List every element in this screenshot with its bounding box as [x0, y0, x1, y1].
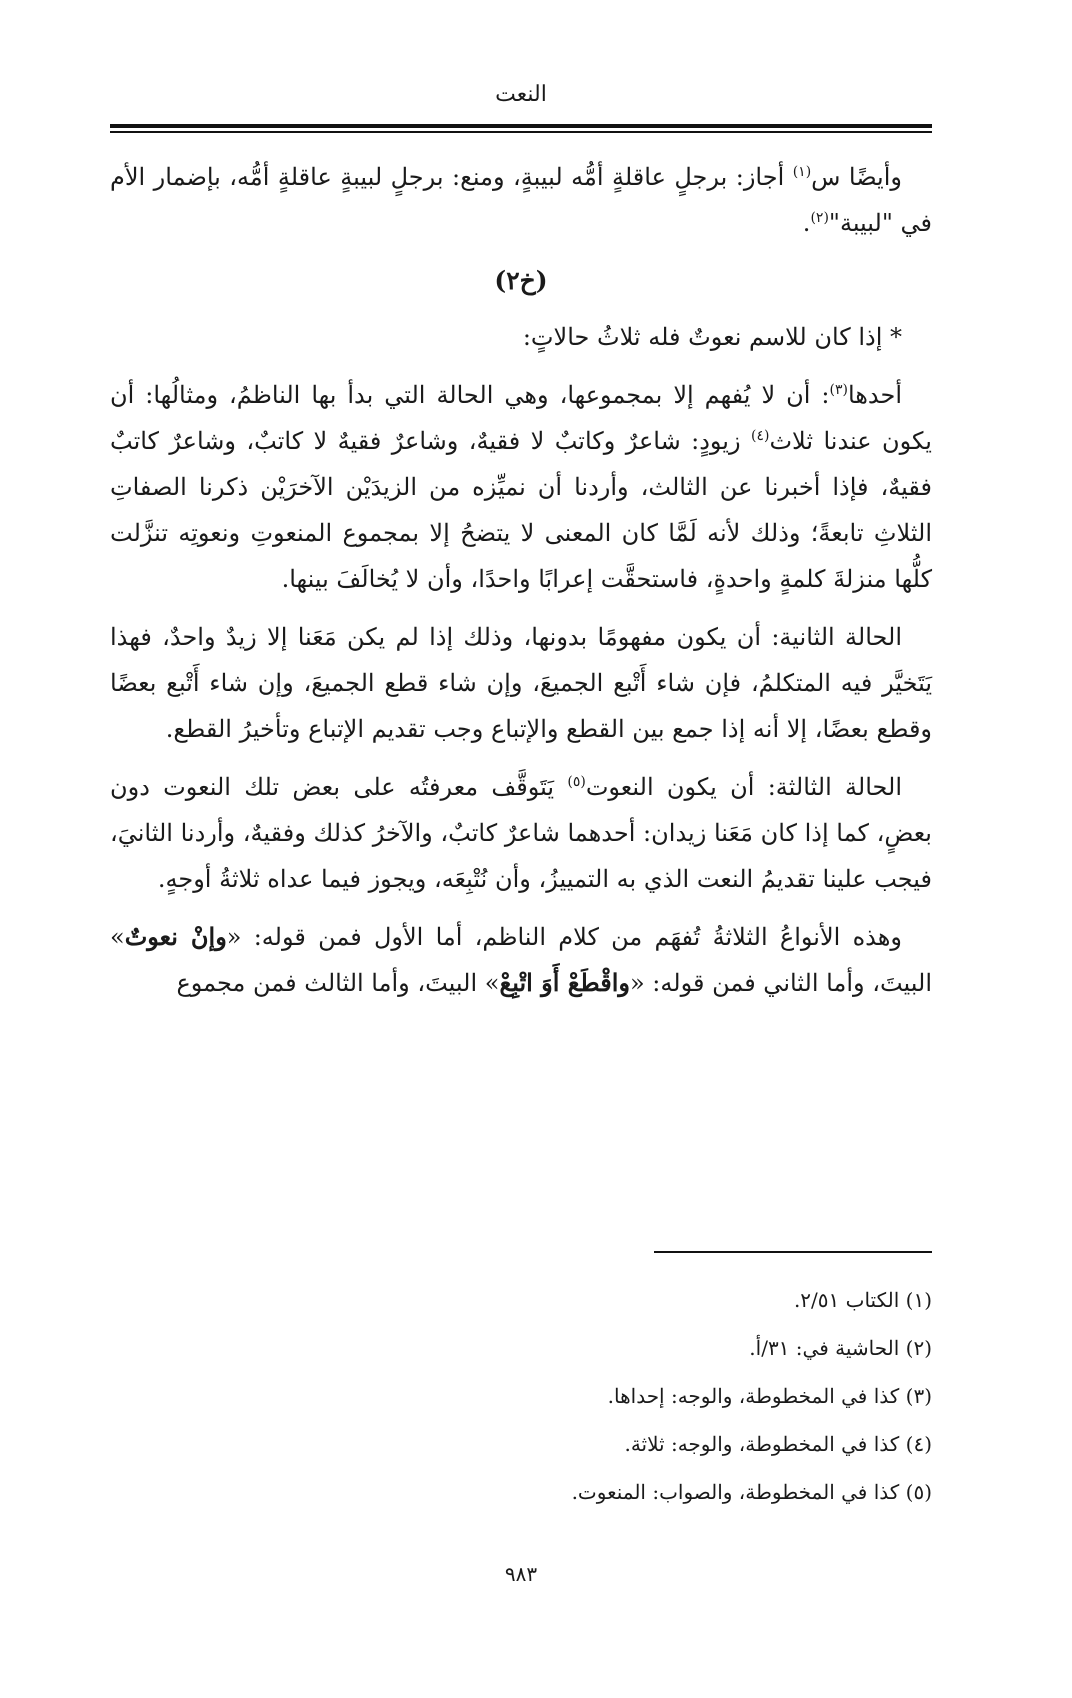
footnote-ref-5: (٥) [567, 774, 586, 790]
footnote-3: (٣) كذا في المخطوطة، والوجه: إحداها. [607, 1384, 932, 1408]
paragraph-6 [110, 914, 932, 1006]
paragraph-4: الحالة الثانية: أن يكون مفهومًا بدونها، وذلك إذا لم يكن مَعَنا إلا زيدٌ واحدٌ، فهذا يَتَخيَّر فيه المتكلمُ، فإن شاء أَتْبع الجميعَ، وإن شاء قطع الجميعَ، وإن شاء أَتْبع بعضًا وقطع بعضًا، إلا أنه إذا جمع بين القطع والإتباع وجب تقديم الإتباع وتأخيرُ القطع. [110, 623, 932, 743]
text-run: يَتَوقَّف معرفتُه على بعض تلك النعوت دون بعضٍ، كما إذا كان مَعَنا زيدان: أحدهما شاعرٌ كاتبٌ، والآخرُ كذلك وفقيهٌ، وأردنا الثانيَ، فيجب علينا تقديمُ النعت الذي به التمييزُ، وأن نُتْبِعَه، ويجوز فيما عداه ثلاثةُ أوجهٍ. [110, 773, 932, 893]
footnote-5: (٥) كذا في المخطوطة، والصواب: المنعوت. [571, 1480, 932, 1504]
text-run: وأيضًا س [811, 163, 902, 191]
text-run: » البيتَ، وأما الثالث فمن مجموع [176, 969, 500, 997]
document-page [110, 0, 932, 1698]
footnote-ref-2: (٢) [810, 210, 829, 226]
page-number: ٩٨٣ [504, 1562, 538, 1586]
section-heading: (خ٢) [494, 266, 548, 295]
header-rule-thin [110, 131, 932, 133]
text-run: زيودٍ: شاعرٌ وكاتبٌ لا فقيهٌ، وشاعرٌ فقيهٌ لا كاتبٌ، وشاعرٌ كاتبٌ فقيهٌ، فإذا أخبرنا عن الثالث، وأردنا أن نميِّزه من الزيدَيْن الآخرَيْن ذكرنا الصفاتِ الثلاثِ تابعةً؛ وذلك لأنه لَمَّا كان المعنى لا يتضحُ إلا بمجموع المنعوتِ ونعوتِه تنزَّلت كلُّها منزلةَ كلمةٍ واحدةٍ، فاستحقَّت إعرابًا واحدًا، وأن لا يُخالَفَ بينها. [110, 427, 932, 593]
paragraph-2: * إذا كان للاسم نعوتٌ فله ثلاثُ حالاتٍ: [522, 323, 902, 351]
text-run: وهذه الأنواعُ الثلاثةُ تُفهَم من كلام الناظم، أما الأول فمن قوله: « [226, 923, 902, 951]
footnote-rule [654, 1251, 932, 1253]
footnotes [110, 1276, 932, 1516]
footnote-ref-3: (٣) [829, 382, 848, 398]
paragraph-1 [110, 154, 932, 246]
text-run: : أن لا يُفهم إلا بمجموعها، وهي الحالة التي بدأ بها الناظمُ، ومثالُها: أن يكون عندنا ثلاث [110, 381, 932, 455]
footnote-1: (١) الكتاب ٢/٥١. [793, 1288, 932, 1312]
running-title: النعت [495, 82, 547, 107]
text-run: الحالة الثالثة: أن يكون النعوت [585, 773, 902, 801]
text-run: . [802, 209, 811, 237]
footnote-4: (٤) كذا في المخطوطة، والوجه: ثلاثة. [624, 1432, 932, 1456]
footnote-ref-4: (٤) [750, 428, 770, 444]
paragraph-5 [110, 764, 932, 902]
text-run: أحدها [847, 381, 903, 409]
text-run: أجاز: برجلٍ عاقلةٍ أمُّه لبيبةٍ، ومنع: برجلٍ لبيبةٍ عاقلةٍ أمُّه، بإضمار الأم في "لبيبة" [110, 163, 932, 237]
text-run: » البيتَ، وأما الثاني فمن قوله: « [110, 923, 932, 997]
paragraph-3 [110, 372, 932, 602]
quoted-verse-1: وإنْ نعوتٌ [124, 922, 227, 951]
footnote-2: (٢) الحاشية في: ٣١/أ. [749, 1336, 932, 1360]
header-rule-thick [110, 124, 932, 128]
footnote-ref-1: (١) [792, 164, 812, 180]
quoted-verse-2: واقْطَعْ أَوَ اتْبِعْ [499, 968, 630, 997]
body-text [110, 154, 932, 1018]
